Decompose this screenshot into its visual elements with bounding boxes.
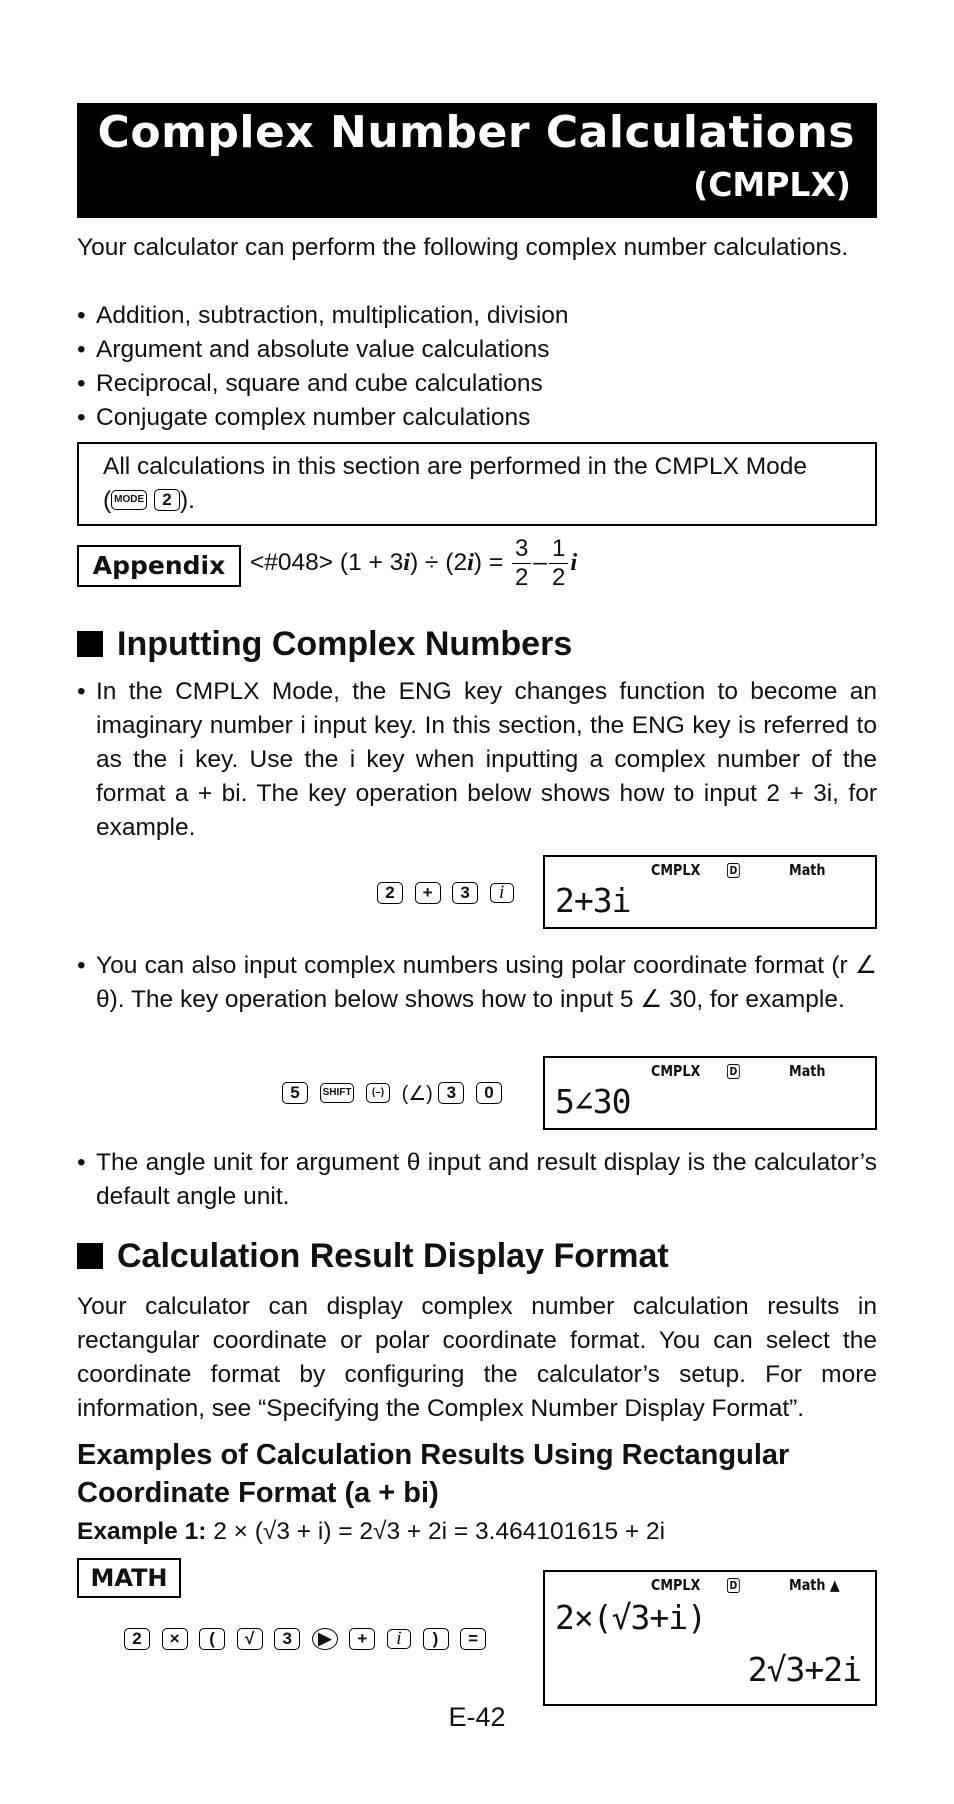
cmplx-indicator: CMPLX	[651, 1576, 701, 1594]
degree-indicator: D	[727, 1578, 740, 1593]
fraction-three-halves: $\frac{3}{2}$	[512, 535, 531, 592]
key-sequence-3	[124, 1626, 492, 1654]
key-open-paren-icon: (	[199, 1628, 225, 1650]
key-sqrt-icon: √	[237, 1628, 263, 1650]
page-subtitle: (CMPLX)	[693, 165, 851, 204]
cmplx-indicator: CMPLX	[651, 1062, 701, 1080]
page-title: Complex Number Calculations	[97, 107, 855, 158]
title-bar	[77, 103, 877, 218]
math-indicator: Math	[789, 861, 826, 879]
bullet-angle-unit: • The angle unit for argument θ input and result display is the calculator’s default angle unit.	[77, 1149, 877, 1210]
key-plus-icon: +	[415, 882, 441, 904]
appendix-label: Appendix	[77, 545, 241, 587]
intro-text: Your calculator can perform the following complex number calculations.	[77, 234, 849, 261]
section-heading-result-format: Calculation Result Display Format	[77, 1236, 669, 1276]
two-key-icon: 2	[154, 489, 180, 511]
key-shift-icon: SHIFT	[320, 1083, 355, 1103]
key-negative-icon: (–)	[366, 1083, 390, 1103]
square-bullet-icon	[77, 1243, 103, 1269]
key-3-icon: 3	[452, 882, 478, 904]
key-5-icon: 5	[282, 1082, 308, 1104]
square-bullet-icon	[77, 631, 103, 657]
page-number: E-42	[448, 1702, 506, 1732]
key-close-paren-icon: )	[423, 1628, 449, 1650]
angle-label: (∠)	[401, 1083, 433, 1105]
result-format-body: Your calculator can display complex number calculation results in rectangular coordinate or polar coordinate format. You can select the coordinate format by configuring the calculator’s setup. For more information, see “Specifying the Complex Number Display Format”.	[77, 1293, 877, 1422]
math-mode-label: MATH	[77, 1558, 181, 1598]
key-multiply-icon: ×	[162, 1628, 188, 1650]
bullet-eng-key: • In the CMPLX Mode, the ENG key changes function to become an imaginary number i input key. In this section, the ENG key is referred to as the i key. Use the i key when inputting a complex number of the format a + bi. The key operation below shows how to input 2 + 3i, for example.	[77, 678, 877, 841]
lcd-display-3	[543, 1570, 877, 1706]
examples-subheading: Examples of Calculation Results Using Rectangular Coordinate Format (a + bi)	[77, 1439, 790, 1509]
mode-note-box: All calculations in this section are performed in the CMPLX Mode ( MODE 2 ).	[77, 442, 877, 526]
key-plus-icon: +	[349, 1628, 375, 1650]
lcd-result: 2√3+2i	[747, 1650, 861, 1689]
appendix-example: <#048> (1 + 3i) ÷ (2i) = $\frac{3}{2}$ – $\frac{1}{2}$ i	[250, 535, 578, 591]
math-indicator: Math ▲	[789, 1576, 840, 1594]
cmplx-indicator: CMPLX	[651, 861, 701, 879]
mode-key-icon: MODE	[111, 490, 147, 510]
lcd-expression: 5∠30	[555, 1082, 631, 1121]
lcd-display-1	[543, 855, 877, 929]
bullet-polar: • You can also input complex numbers using polar coordinate format (r ∠ θ). The key operation below shows how to input 5 ∠ 30, for example.	[77, 952, 877, 1013]
lcd-expression: 2×(√3+i)	[555, 1598, 706, 1637]
feature-item: • Addition, subtraction, multiplication, division	[77, 302, 569, 329]
key-2-icon: 2	[124, 1628, 150, 1650]
lcd-expression: 2+3i	[555, 881, 631, 920]
key-i-icon: i	[490, 883, 514, 903]
key-equals-icon: =	[460, 1628, 486, 1650]
feature-item: • Conjugate complex number calculations	[77, 404, 531, 431]
key-sequence-2	[282, 1080, 508, 1108]
key-0-icon: 0	[476, 1082, 502, 1104]
key-sequence-1	[377, 880, 520, 908]
math-indicator: Math	[789, 1062, 826, 1080]
example-1: Example 1: 2 × (√3 + i) = 2√3 + 2i = 3.464101615 + 2i	[77, 1518, 666, 1545]
key-right-arrow-icon: ▶	[312, 1628, 338, 1650]
mode-note-text: All calculations in this section are performed in the CMPLX Mode	[103, 453, 808, 480]
key-i-icon: i	[387, 1629, 411, 1649]
section-heading-inputting: Inputting Complex Numbers	[77, 624, 572, 664]
degree-indicator: D	[727, 863, 740, 878]
key-3-icon: 3	[274, 1628, 300, 1650]
degree-indicator: D	[727, 1064, 740, 1079]
feature-item: • Reciprocal, square and cube calculations	[77, 370, 543, 397]
feature-item: • Argument and absolute value calculations	[77, 336, 550, 363]
fraction-one-half: $\frac{1}{2}$	[549, 535, 568, 592]
key-2-icon: 2	[377, 882, 403, 904]
key-3-icon: 3	[438, 1082, 464, 1104]
lcd-display-2	[543, 1056, 877, 1130]
